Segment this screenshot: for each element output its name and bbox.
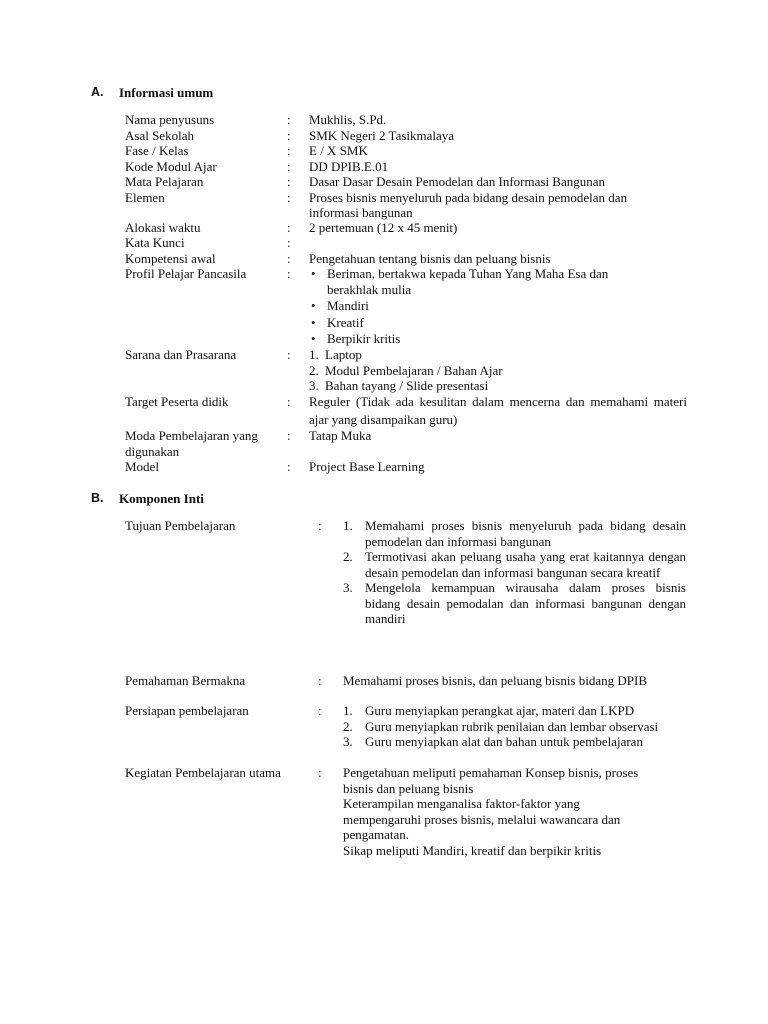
row-value: SMK Negeri 2 Tasikmalaya bbox=[309, 127, 455, 143]
tujuan-item: 2. Termotivasi akan peluang usaha yang erat kaitannya dengan desain pemodelan dan informasi bangunan secara kreatif bbox=[343, 549, 686, 580]
row-colon: : bbox=[287, 143, 291, 158]
profil-item: • Berpikir kritis bbox=[309, 331, 649, 347]
row-colon: : bbox=[318, 673, 322, 688]
row-colon: : bbox=[287, 459, 291, 474]
row-value: Reguler (Tidak ada kesulitan dalam mencerna dan memahami materi ajar yang disampaikan guru) bbox=[309, 394, 687, 427]
profil-list bbox=[309, 266, 649, 347]
row-label: Profil Pelajar Pancasila bbox=[125, 266, 247, 281]
row-label: Kata Kunci bbox=[125, 235, 185, 250]
section-a-title: Informasi umum bbox=[119, 85, 214, 100]
row-label: Asal Sekolah bbox=[125, 127, 194, 143]
sarana-list bbox=[309, 347, 687, 394]
row-value: E / X SMK bbox=[309, 143, 368, 158]
kegiatan-text bbox=[343, 765, 653, 858]
row-label: Target Peserta didik bbox=[125, 394, 229, 409]
persiapan-item: 3. Guru menyiapkan alat dan bahan untuk pembelajaran bbox=[343, 734, 643, 749]
row-label: Kegiatan Pembelajaran utama bbox=[125, 765, 281, 780]
persiapan-item: 2. Guru menyiapkan rubrik penilaian dan lembar observasi bbox=[343, 718, 659, 734]
row-label: Fase / Kelas bbox=[125, 143, 189, 158]
profil-item: • Mandiri bbox=[309, 298, 649, 314]
section-a-letter: A. bbox=[91, 85, 104, 99]
sarana-item: 3. Bahan tayang / Slide presentasi bbox=[309, 378, 489, 393]
row-colon: : bbox=[287, 266, 291, 281]
row-label: Kode Modul Ajar bbox=[125, 158, 217, 174]
tujuan-item: 3. Mengelola kemampuan wirausaha dalam proses bisnis bidang desain pemodalan dan informasi bangunan dengan mandiri bbox=[343, 580, 686, 626]
kegiatan-line: Sikap meliputi Mandiri, kreatif dan berpikir kritis bbox=[343, 842, 602, 858]
row-label: Persiapan pembelajaran bbox=[125, 703, 249, 718]
section-b-letter: B. bbox=[91, 491, 104, 505]
row-colon: : bbox=[287, 235, 291, 250]
row-colon: : bbox=[287, 347, 291, 362]
row-label: Sarana dan Prasarana bbox=[125, 347, 237, 362]
row-colon: : bbox=[318, 703, 322, 718]
row-colon: : bbox=[287, 112, 291, 127]
row-value: Memahami proses bisnis, dan peluang bisnis bidang DPIB bbox=[343, 673, 648, 688]
section-b-title: Komponen Inti bbox=[119, 491, 204, 506]
row-label: Mata Pelajaran bbox=[125, 174, 204, 189]
row-colon: : bbox=[287, 394, 291, 409]
row-label: Kompetensi awal bbox=[125, 250, 216, 266]
sarana-item: 1. Laptop bbox=[309, 347, 362, 362]
row-label: Model bbox=[125, 459, 159, 474]
row-label: Elemen bbox=[125, 189, 165, 205]
kegiatan-line: Keterampilan menganalisa faktor-faktor yang mempengaruhi proses bisnis, melalui wawancara dan pengamatan. bbox=[343, 796, 621, 842]
row-colon: : bbox=[287, 158, 291, 174]
persiapan-item: 1. Guru menyiapkan perangkat ajar, materi dan LKPD bbox=[343, 703, 635, 718]
sarana-item: 2. Modul Pembelajaran / Bahan Ajar bbox=[309, 362, 503, 378]
row-colon: : bbox=[287, 250, 291, 266]
row-colon: : bbox=[287, 189, 291, 205]
tujuan-list bbox=[343, 518, 686, 627]
row-colon: : bbox=[287, 174, 291, 189]
row-value: 2 pertemuan (12 x 45 menit) bbox=[309, 219, 458, 235]
profil-item: • Kreatif bbox=[309, 315, 649, 331]
tujuan-item: 1. Memahami proses bisnis menyeluruh pada bidang desain pemodelan dan informasi bangunan bbox=[343, 518, 686, 549]
row-label: Moda Pembelajaran yang digunakan bbox=[125, 428, 258, 459]
persiapan-list bbox=[343, 703, 686, 750]
row-value: Pengetahuan tentang bisnis dan peluang bisnis bbox=[309, 250, 551, 266]
row-colon: : bbox=[318, 518, 322, 533]
row-value: Project Base Learning bbox=[309, 459, 425, 474]
row-colon: : bbox=[287, 428, 291, 443]
row-value: Dasar Dasar Desain Pemodelan dan Informasi Bangunan bbox=[309, 174, 606, 189]
profil-item: • Beriman, bertakwa kepada Tuhan Yang Maha Esa dan berakhlak mulia bbox=[309, 266, 649, 297]
row-value: Tatap Muka bbox=[309, 428, 372, 443]
row-colon: : bbox=[318, 765, 322, 780]
row-value: Proses bisnis menyeluruh pada bidang desain pemodelan dan informasi bangunan bbox=[309, 189, 628, 220]
row-label: Tujuan Pembelajaran bbox=[125, 518, 236, 533]
row-value: Mukhlis, S.Pd. bbox=[309, 112, 387, 127]
row-colon: : bbox=[287, 127, 291, 143]
row-colon: : bbox=[287, 219, 291, 235]
kegiatan-line: Pengetahuan meliputi pemahaman Konsep bisnis, proses bisnis dan peluang bisnis bbox=[343, 765, 639, 796]
row-value: DD DPIB.E.01 bbox=[309, 158, 389, 174]
row-label: Pemahaman Bermakna bbox=[125, 673, 246, 688]
row-label: Alokasi waktu bbox=[125, 219, 201, 235]
row-label: Nama penyusuns bbox=[125, 112, 215, 127]
